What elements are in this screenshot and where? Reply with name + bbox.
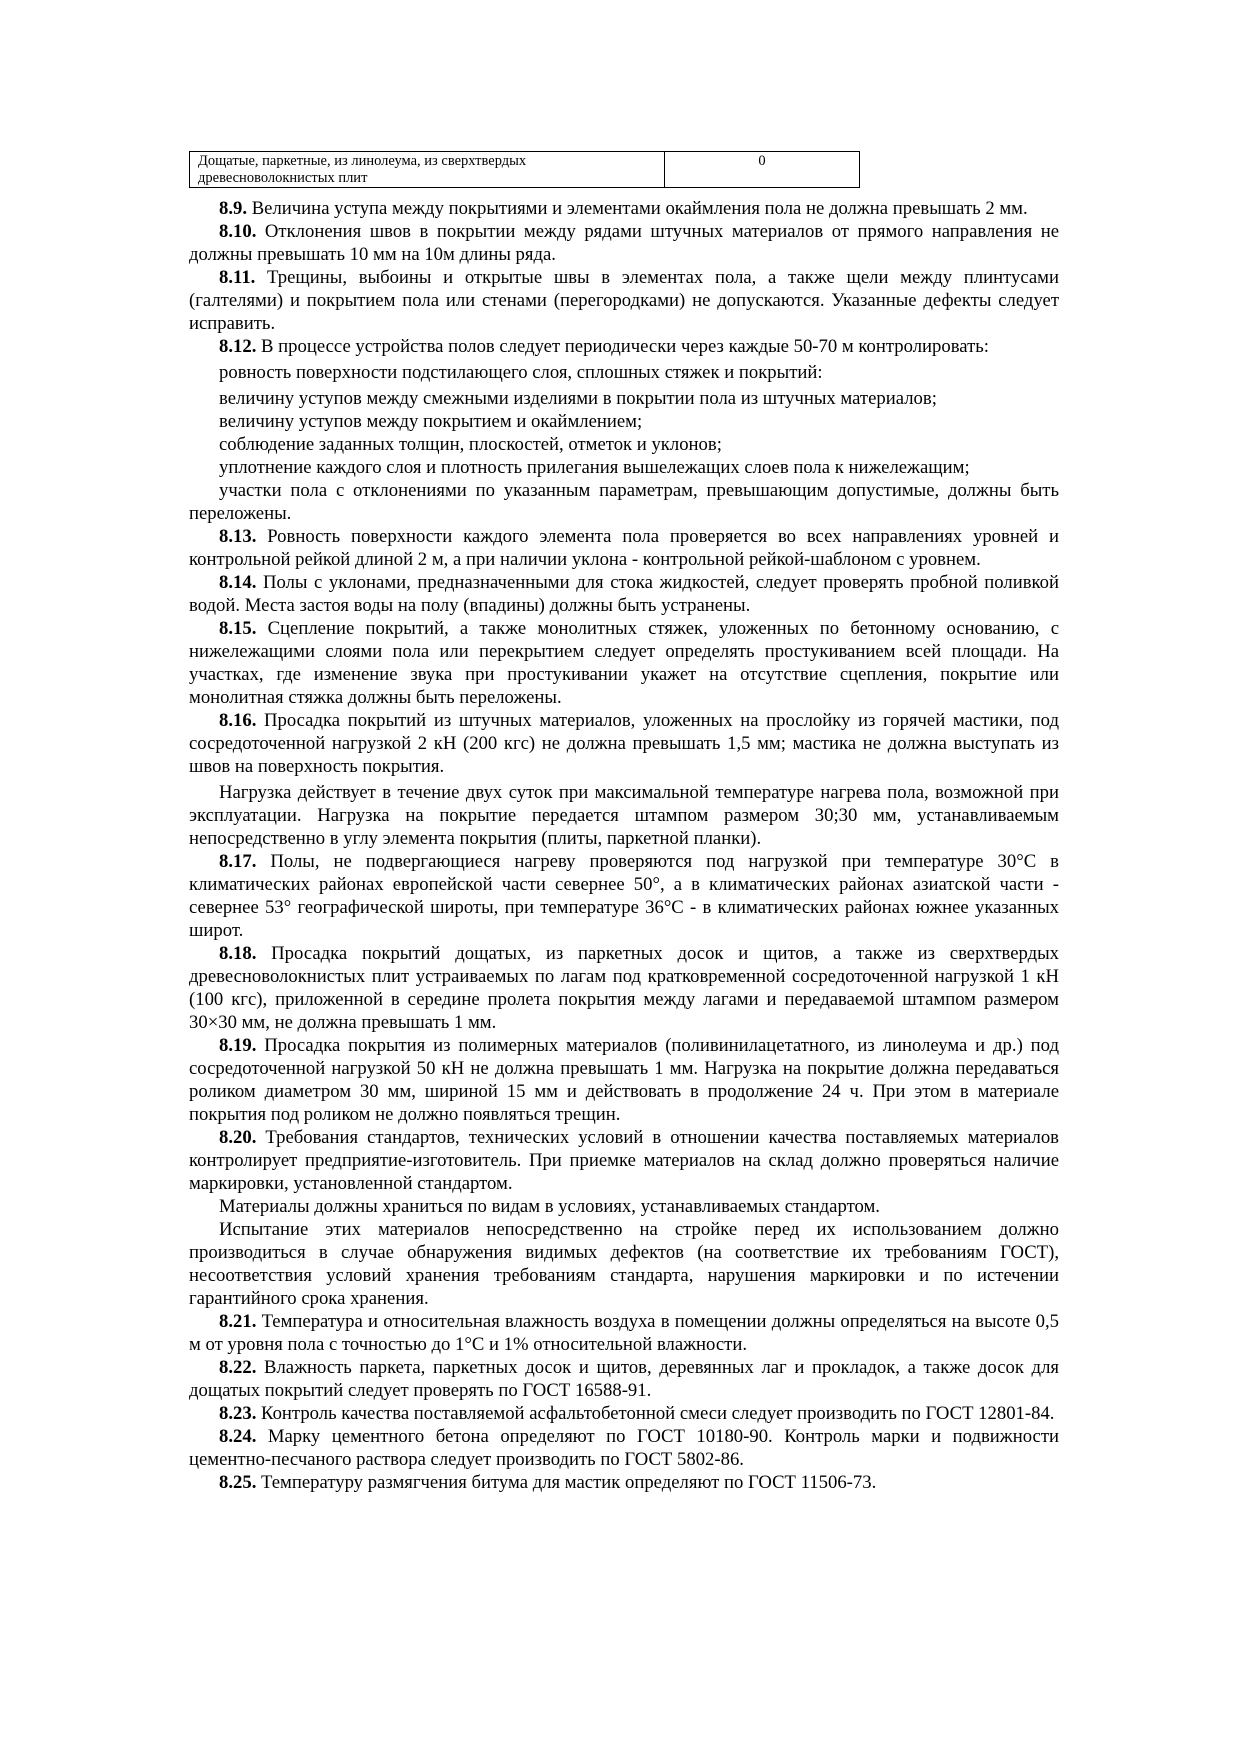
paragraph-text: Материалы должны храниться по видам в условиях, устанавливаемых стандартом. [219, 1196, 880, 1217]
list-item: величину уступов между покрытием и окаймлением; [219, 411, 643, 432]
paragraph-8-18 [189, 942, 1059, 1034]
paragraph-text: Просадка покрытий из штучных материалов, уложенных на прослойку из горячей мастики, под сосредоточенной нагрузкой 2 кН (200 кгс) не должна превышать 1,5 мм; мастика не должна выступать из швов на поверхность покрытия. [189, 710, 1059, 777]
paragraph-number: 8.24. [219, 1426, 257, 1447]
table-row [190, 152, 860, 188]
paragraph-number: 8.12. [219, 336, 257, 357]
paragraph-number: 8.25. [219, 1472, 257, 1493]
paragraph-text: Трещины, выбоины и открытые швы в элементах пола, а также щели между плинтусами (галтелями) и покрытием пола или стенами (перегородками) не допускаются. Указанные дефекты следует исправить. [189, 267, 1059, 334]
paragraph-number: 8.16. [219, 710, 257, 731]
paragraph-text: Температуру размягчения битума для мастик определяют по ГОСТ 11506-73. [256, 1472, 877, 1493]
paragraph-storage-note [189, 1195, 1059, 1218]
paragraph-number: 8.17. [219, 851, 257, 872]
paragraph-8-17 [189, 850, 1059, 942]
paragraph-number: 8.15. [219, 618, 257, 639]
list-item: уплотнение каждого слоя и плотность прилегания вышележащих слоев пола к нижележащим; [219, 457, 970, 478]
paragraph-number: 8.23. [219, 1403, 257, 1424]
paragraph-8-13 [189, 525, 1059, 571]
paragraph-8-20 [189, 1126, 1059, 1195]
paragraph-number: 8.10. [219, 221, 257, 242]
paragraph-8-23 [189, 1402, 1059, 1425]
paragraph-number: 8.22. [219, 1357, 257, 1378]
paragraph-text: Сцепление покрытий, а также монолитных стяжек, уложенных по бетонному основанию, с нижележащими слоями пола или перекрытием следует определять простукиванием всей площади. На участках, где изменение звука при простукивании укажет на отсутствие сцепления, покрытие или монолитная стяжка должны быть переложены. [189, 618, 1059, 708]
paragraph-number: 8.9. [219, 198, 248, 219]
paragraph-8-24 [189, 1425, 1059, 1471]
list-item: ровность поверхности подстилающего слоя, сплошных стяжек и покрытий: [219, 362, 823, 383]
paragraph-8-25 [189, 1471, 1059, 1494]
paragraph-text: Требования стандартов, технических условий в отношении качества поставляемых материалов контролирует предприятие-изготовитель. При приемке материалов на склад должно проверяться наличие маркировки, установленной стандартом. [189, 1127, 1059, 1194]
paragraph-text: Полы с уклонами, предназначенными для стока жидкостей, следует проверять пробной поливкой водой. Места застоя воды на полу (впадины) должны быть устранены. [189, 572, 1059, 616]
paragraph-8-10 [189, 220, 1059, 266]
paragraph-text: Ровность поверхности каждого элемента пола проверяется во всех направлениях уровней и контрольной рейкой длиной 2 м, а при наличии уклона - контрольной рейкой-шаблоном с уровнем. [189, 526, 1059, 570]
paragraph-text: Марку цементного бетона определяют по ГОСТ 10180-90. Контроль марки и подвижности цементно-песчаного раствора следует производить по ГОСТ 5802-86. [189, 1426, 1059, 1470]
paragraph-text: В процессе устройства полов следует периодически через каждые 50-70 м контролировать: [256, 336, 989, 357]
list-item: участки пола с отклонениями по указанным параметрам, превышающим допустимые, должны быть переложены. [189, 480, 1059, 524]
paragraph-text: Испытание этих материалов непосредственно на стройке перед их использованием должно производиться в случае обнаружения видимых дефектов (на соответствие их требованиям ГОСТ), несоответствия условий хранения требованиям стандарта, нарушения маркировки и по истечении гарантийного срока хранения. [189, 1219, 1059, 1309]
paragraph-number: 8.20. [219, 1127, 257, 1148]
paragraph-8-11 [189, 266, 1059, 335]
table-cell-name: Дощатые, паркетные, из линолеума, из сверхтвердых древесноволокнистых плит [190, 152, 665, 188]
paragraph-text: Температура и относительная влажность воздуха в помещении должны определяться на высоте 0,5 м от уровня пола с точностью до 1°С и 1% относительной влажности. [189, 1311, 1059, 1355]
document-body [189, 197, 1059, 1494]
paragraph-text: Величина уступа между покрытиями и элементами окаймления пола не должна превышать 2 мм. [247, 198, 1028, 219]
paragraph-number: 8.11. [219, 267, 256, 288]
floor-tolerance-table [189, 151, 860, 188]
list-item: соблюдение заданных толщин, плоскостей, отметок и уклонов; [219, 434, 722, 455]
paragraph-text: Полы, не подвергающиеся нагреву проверяются под нагрузкой при температуре 30°С в климатических районах европейской части севернее 50°, а в климатических районах азиатской части - севернее 53° географической широты, при температуре 36°С - в климатических районах южнее указанных широт. [189, 851, 1059, 941]
paragraph-number: 8.14. [219, 572, 257, 593]
paragraph-number: 8.13. [219, 526, 257, 547]
paragraph-8-21 [189, 1310, 1059, 1356]
paragraph-8-12 [189, 335, 1059, 358]
paragraph-number: 8.18. [219, 943, 257, 964]
paragraph-text: Влажность паркета, паркетных досок и щитов, деревянных лаг и прокладок, а также досок для дощатых покрытий следует проверять по ГОСТ 16588-91. [189, 1357, 1059, 1401]
paragraph-text: Отклонения швов в покрытии между рядами штучных материалов от прямого направления не должны превышать 10 мм на 10м длины ряда. [189, 221, 1059, 265]
paragraph-text: Просадка покрытия из полимерных материалов (поливинилацетатного, из линолеума и др.) под сосредоточенной нагрузкой 50 кН не должна превышать 1 мм. Нагрузка на покрытие должна передаваться роликом диаметром 30 мм, шириной 15 мм и действовать в продолжение 24 ч. При этом в материале покрытия под роликом не должно появляться трещин. [189, 1035, 1059, 1125]
paragraph-8-14 [189, 571, 1059, 617]
paragraph-testing-note [189, 1218, 1059, 1310]
paragraph-8-15 [189, 617, 1059, 709]
paragraph-text: Просадка покрытий дощатых, из паркетных досок и щитов, а также из сверхтвердых древесноволокнистых плит устраиваемых по лагам под кратковременной сосредоточенной нагрузкой 1 кН (100 кгс), приложенной в середине пролета покрытия между лагами и передаваемой штампом размером 30×30 мм, не должна превышать 1 мм. [189, 943, 1059, 1033]
table-cell-value: 0 [665, 152, 860, 188]
paragraph-text: Контроль качества поставляемой асфальтобетонной смеси следует производить по ГОСТ 12801-84. [256, 1403, 1055, 1424]
paragraph-text: Нагрузка действует в течение двух суток при максимальной температуре нагрева пола, возможной при эксплуатации. Нагрузка на покрытие передается штампом размером 30;30 мм, устанавливаемым непосредственно в углу элемента покрытия (плиты, паркетной планки). [189, 782, 1059, 849]
list-item: величину уступов между смежными изделиями в покрытии пола из штучных материалов; [219, 388, 937, 409]
paragraph-load-note [189, 781, 1059, 850]
paragraph-8-16 [189, 709, 1059, 778]
paragraph-8-22 [189, 1356, 1059, 1402]
paragraph-8-9 [189, 197, 1059, 220]
document-page [189, 151, 1059, 1494]
paragraph-8-19 [189, 1034, 1059, 1126]
paragraph-number: 8.19. [219, 1035, 257, 1056]
paragraph-number: 8.21. [219, 1311, 257, 1332]
